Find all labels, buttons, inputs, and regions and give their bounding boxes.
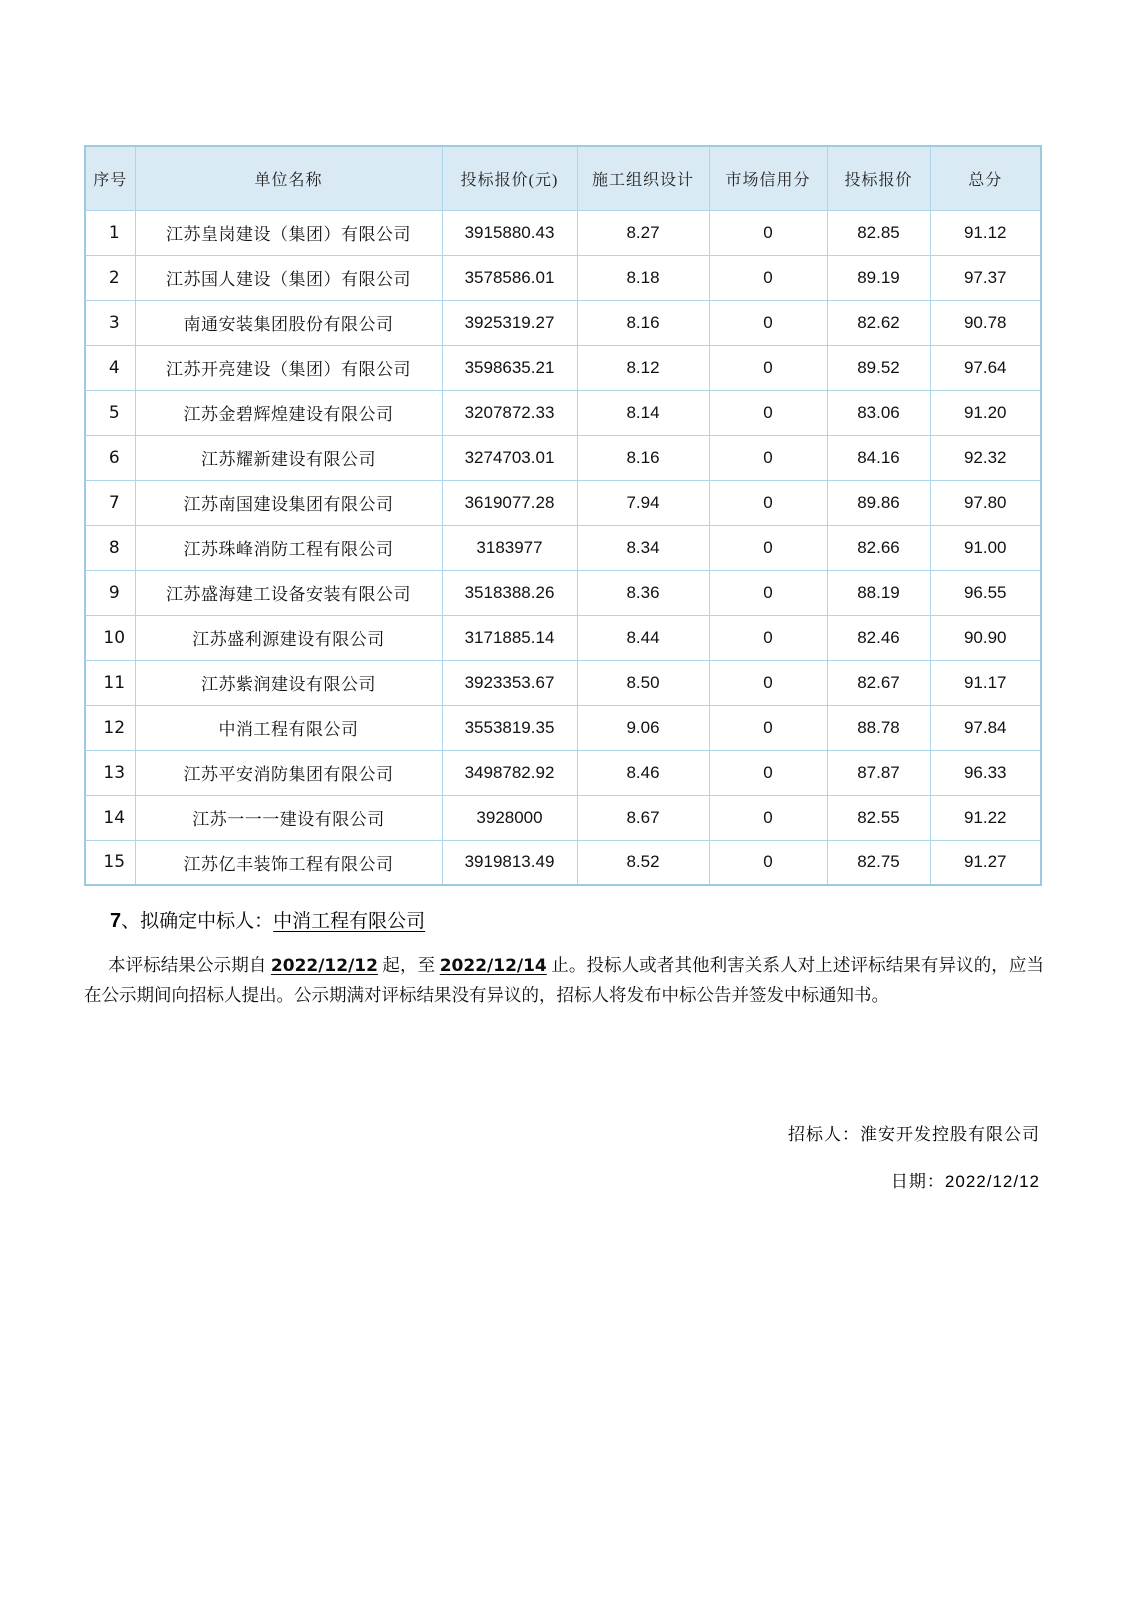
total-score-cell: 96.33	[930, 750, 1041, 795]
total-score-cell: 92.32	[930, 435, 1041, 480]
table-row	[85, 570, 1041, 615]
bid-price-score-cell: 89.52	[827, 345, 930, 390]
market-credit-score-cell: 0	[709, 525, 827, 570]
table-row	[85, 615, 1041, 660]
construction-design-score-cell: 9.06	[577, 705, 709, 750]
header-cell-construction-design: 施工组织设计	[577, 146, 709, 210]
bid-price-cell: 3598635.21	[442, 345, 577, 390]
bid-price-score-cell: 83.06	[827, 390, 930, 435]
table-row	[85, 750, 1041, 795]
bid-price-score-cell: 82.66	[827, 525, 930, 570]
section-label: 拟确定中标人：	[140, 911, 274, 932]
footer-date-line	[891, 1167, 1040, 1192]
notice-text-2: 起，至	[377, 955, 440, 975]
market-credit-score-cell: 0	[709, 840, 827, 885]
market-credit-score-cell: 0	[709, 300, 827, 345]
results-table	[84, 145, 1042, 886]
header-cell-total-score: 总分	[930, 146, 1041, 210]
row-index-cell: 13	[85, 750, 135, 795]
market-credit-score-cell: 0	[709, 660, 827, 705]
bid-price-score-cell: 88.19	[827, 570, 930, 615]
company-name-cell: 江苏盛利源建设有限公司	[135, 615, 442, 660]
total-score-cell: 91.22	[930, 795, 1041, 840]
bid-price-cell: 3578586.01	[442, 255, 577, 300]
company-name-cell: 江苏紫润建设有限公司	[135, 660, 442, 705]
bid-price-cell: 3498782.92	[442, 750, 577, 795]
total-score-cell: 97.37	[930, 255, 1041, 300]
market-credit-score-cell: 0	[709, 390, 827, 435]
bid-price-score-cell: 82.62	[827, 300, 930, 345]
construction-design-score-cell: 8.14	[577, 390, 709, 435]
company-name-cell: 江苏开亮建设（集团）有限公司	[135, 345, 442, 390]
table-row	[85, 345, 1041, 390]
company-name-cell: 江苏国人建设（集团）有限公司	[135, 255, 442, 300]
construction-design-score-cell: 8.44	[577, 615, 709, 660]
bid-price-cell: 3553819.35	[442, 705, 577, 750]
section-separator: 、	[121, 911, 141, 932]
total-score-cell: 91.17	[930, 660, 1041, 705]
bid-price-score-cell: 82.46	[827, 615, 930, 660]
bid-price-cell: 3274703.01	[442, 435, 577, 480]
row-index-cell: 4	[85, 345, 135, 390]
market-credit-score-cell: 0	[709, 615, 827, 660]
row-index-cell: 3	[85, 300, 135, 345]
bid-price-cell: 3928000	[442, 795, 577, 840]
bid-price-score-cell: 89.19	[827, 255, 930, 300]
market-credit-score-cell: 0	[709, 795, 827, 840]
row-index-cell: 2	[85, 255, 135, 300]
company-name-cell: 中消工程有限公司	[135, 705, 442, 750]
construction-design-score-cell: 8.16	[577, 300, 709, 345]
section-7-heading	[110, 906, 425, 933]
bid-price-cell: 3919813.49	[442, 840, 577, 885]
table-row	[85, 660, 1041, 705]
bid-price-score-cell: 82.67	[827, 660, 930, 705]
construction-design-score-cell: 8.16	[577, 435, 709, 480]
table-row	[85, 255, 1041, 300]
bid-price-cell: 3207872.33	[442, 390, 577, 435]
construction-design-score-cell: 8.46	[577, 750, 709, 795]
table-row	[85, 480, 1041, 525]
total-score-cell: 90.78	[930, 300, 1041, 345]
bid-price-score-cell: 87.87	[827, 750, 930, 795]
table-row	[85, 390, 1041, 435]
construction-design-score-cell: 8.52	[577, 840, 709, 885]
company-name-cell: 江苏珠峰消防工程有限公司	[135, 525, 442, 570]
footer-bidder-line: 招标人：淮安开发控股有限公司	[788, 1125, 1040, 1144]
market-credit-score-cell: 0	[709, 750, 827, 795]
header-cell-market-credit: 市场信用分	[709, 146, 827, 210]
notice-text-3: 止。投标人或者其他利害关系人对上述评标结果有异议的，应当在公示期间向招标人提出。公示期满对评标结果没有异议的，招标人将发布中标公告并签发中标通知书。	[84, 955, 1045, 1005]
market-credit-score-cell: 0	[709, 435, 827, 480]
market-credit-score-cell: 0	[709, 345, 827, 390]
construction-design-score-cell: 8.36	[577, 570, 709, 615]
table-row	[85, 210, 1041, 255]
construction-design-score-cell: 8.50	[577, 660, 709, 705]
bid-price-cell: 3183977	[442, 525, 577, 570]
construction-design-score-cell: 8.12	[577, 345, 709, 390]
bid-price-score-cell: 89.86	[827, 480, 930, 525]
table-row	[85, 795, 1041, 840]
construction-design-score-cell: 8.67	[577, 795, 709, 840]
market-credit-score-cell: 0	[709, 480, 827, 525]
total-score-cell: 91.12	[930, 210, 1041, 255]
construction-design-score-cell: 8.18	[577, 255, 709, 300]
notice-end-date: 2022/12/14	[439, 956, 547, 976]
bid-price-cell: 3915880.43	[442, 210, 577, 255]
row-index-cell: 8	[85, 525, 135, 570]
table-row	[85, 705, 1041, 750]
company-name-cell: 江苏金碧辉煌建设有限公司	[135, 390, 442, 435]
winner-name: 中消工程有限公司	[273, 911, 426, 932]
row-index-cell: 7	[85, 480, 135, 525]
bid-price-score-cell: 88.78	[827, 705, 930, 750]
header-cell-bid-price: 投标报价(元)	[442, 146, 577, 210]
total-score-cell: 91.00	[930, 525, 1041, 570]
notice-text-1: 本评标结果公示期自	[108, 955, 271, 975]
total-score-cell: 97.80	[930, 480, 1041, 525]
bid-price-score-cell: 82.85	[827, 210, 930, 255]
table-row	[85, 840, 1041, 885]
bid-price-cell: 3619077.28	[442, 480, 577, 525]
footer-date-value: 2022/12/12	[944, 1172, 1040, 1191]
row-index-cell: 1	[85, 210, 135, 255]
total-score-cell: 91.27	[930, 840, 1041, 885]
market-credit-score-cell: 0	[709, 570, 827, 615]
total-score-cell: 97.64	[930, 345, 1041, 390]
row-index-cell: 6	[85, 435, 135, 480]
bid-price-score-cell: 82.75	[827, 840, 930, 885]
total-score-cell: 97.84	[930, 705, 1041, 750]
market-credit-score-cell: 0	[709, 705, 827, 750]
table-row	[85, 525, 1041, 570]
results-table-body	[85, 210, 1041, 885]
header-cell-company-name: 单位名称	[135, 146, 442, 210]
row-index-cell: 12	[85, 705, 135, 750]
company-name-cell: 江苏耀新建设有限公司	[135, 435, 442, 480]
row-index-cell: 5	[85, 390, 135, 435]
total-score-cell: 91.20	[930, 390, 1041, 435]
bid-price-cell: 3925319.27	[442, 300, 577, 345]
header-cell-bid-price-score: 投标报价	[827, 146, 930, 210]
market-credit-score-cell: 0	[709, 210, 827, 255]
table-row	[85, 300, 1041, 345]
bid-price-cell: 3171885.14	[442, 615, 577, 660]
footer-date-label: 日期：	[890, 1172, 945, 1191]
row-index-cell: 15	[85, 840, 135, 885]
row-index-cell: 9	[85, 570, 135, 615]
bid-price-cell: 3518388.26	[442, 570, 577, 615]
header-cell-row-index: 序号	[85, 146, 135, 210]
company-name-cell: 江苏一一一建设有限公司	[135, 795, 442, 840]
table-row	[85, 435, 1041, 480]
company-name-cell: 江苏亿丰装饰工程有限公司	[135, 840, 442, 885]
notice-paragraph	[84, 951, 1044, 1010]
row-index-cell: 10	[85, 615, 135, 660]
notice-start-date: 2022/12/12	[270, 956, 378, 976]
construction-design-score-cell: 8.27	[577, 210, 709, 255]
row-index-cell: 14	[85, 795, 135, 840]
market-credit-score-cell: 0	[709, 255, 827, 300]
company-name-cell: 江苏平安消防集团有限公司	[135, 750, 442, 795]
bid-price-score-cell: 84.16	[827, 435, 930, 480]
table-header-row	[85, 146, 1041, 210]
company-name-cell: 南通安装集团股份有限公司	[135, 300, 442, 345]
section-number: 7	[110, 910, 122, 932]
construction-design-score-cell: 7.94	[577, 480, 709, 525]
bid-price-score-cell: 82.55	[827, 795, 930, 840]
total-score-cell: 90.90	[930, 615, 1041, 660]
company-name-cell: 江苏南国建设集团有限公司	[135, 480, 442, 525]
total-score-cell: 96.55	[930, 570, 1041, 615]
bid-price-cell: 3923353.67	[442, 660, 577, 705]
construction-design-score-cell: 8.34	[577, 525, 709, 570]
row-index-cell: 11	[85, 660, 135, 705]
company-name-cell: 江苏皇岗建设（集团）有限公司	[135, 210, 442, 255]
company-name-cell: 江苏盛海建工设备安装有限公司	[135, 570, 442, 615]
